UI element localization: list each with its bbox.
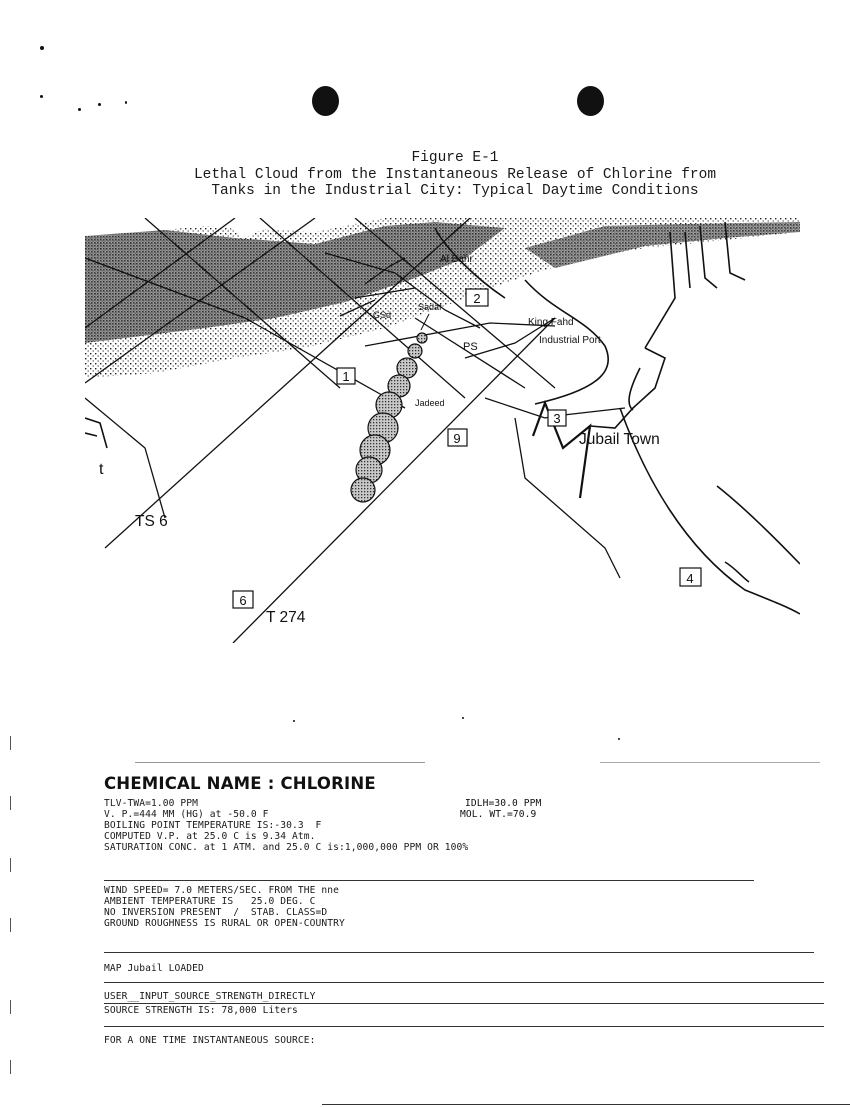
chemical-name-heading: CHEMICAL NAME : CHLORINE xyxy=(104,774,376,793)
computed-vp: COMPUTED V.P. at 25.0 C is 9.34 Atm. xyxy=(104,831,316,842)
label-al-bahr: Al Bahr xyxy=(440,254,473,265)
divider xyxy=(104,952,814,953)
scan-noise-line xyxy=(600,762,820,763)
ambient-temperature: AMBIENT TEMPERATURE IS 25.0 DEG. C xyxy=(104,896,316,907)
vapor-pressure: V. P.=444 MM (HG) at -50.0 F xyxy=(104,809,269,820)
scan-speck xyxy=(125,101,127,104)
idlh: IDLH=30.0 PPM xyxy=(465,798,542,809)
box-1-label: 1 xyxy=(342,369,350,384)
label-t274: T 274 xyxy=(266,609,306,626)
plume-circle xyxy=(408,344,422,358)
figure-label: Figure E-1 xyxy=(411,150,499,166)
margin-mark xyxy=(10,736,11,750)
margin-mark xyxy=(10,796,11,810)
figure-title-line2: Tanks in the Industrial City: Typical Daytime Conditions xyxy=(211,183,699,199)
label-sadaf: Sadaf xyxy=(418,302,442,312)
saturation-concentration: SATURATION CONC. at 1 ATM. and 25.0 C is:1,000,000 PPM OR 100% xyxy=(104,842,469,853)
box-4-label: 4 xyxy=(686,571,694,586)
box-9-label: 9 xyxy=(453,431,461,446)
ground-roughness: GROUND ROUGHNESS IS RURAL OR OPEN-COUNTRY xyxy=(104,918,345,929)
label-king-fahd: King Fahd xyxy=(528,317,574,328)
lethal-cloud-plume xyxy=(351,333,427,502)
scan-speck xyxy=(462,717,464,719)
scan-speck xyxy=(40,95,43,98)
wind-speed: WIND SPEED= 7.0 METERS/SEC. FROM THE nne xyxy=(104,885,340,896)
instantaneous-source: FOR A ONE TIME INSTANTANEOUS SOURCE: xyxy=(104,1035,316,1046)
label-ts6: TS 6 xyxy=(135,513,168,530)
label-industrial-port: Industrial Port xyxy=(539,335,601,346)
bottom-rule xyxy=(322,1104,850,1105)
chlorine-cloud-map xyxy=(85,218,800,643)
divider xyxy=(104,1003,824,1004)
user-input-source: USER__INPUT_SOURCE_STRENGTH_DIRECTLY xyxy=(104,991,316,1002)
scan-speck xyxy=(78,108,81,111)
figure-title-line1: Lethal Cloud from the Instantaneous Release of Chlorine from xyxy=(193,167,717,183)
scan-speck xyxy=(40,46,44,50)
plume-circle xyxy=(417,333,427,343)
box-6-label: 6 xyxy=(239,593,247,608)
tlv-twa: TLV-TWA=1.00 PPM xyxy=(104,798,199,809)
divider xyxy=(104,982,824,983)
label-jadeed: Jadeed xyxy=(415,398,445,408)
scan-speck xyxy=(98,103,101,106)
scan-speck xyxy=(293,720,295,722)
label-jubail-town: Jubail Town xyxy=(579,431,660,448)
map-loaded: MAP Jubail LOADED xyxy=(104,963,204,974)
scan-noise-line xyxy=(135,762,425,763)
margin-mark xyxy=(10,1000,11,1014)
inversion-stability: NO INVERSION PRESENT / STAB. CLASS=D xyxy=(104,907,328,918)
margin-mark xyxy=(10,858,11,872)
label-t: t xyxy=(99,461,104,478)
label-gsd: GSd xyxy=(373,310,392,320)
box-2-label: 2 xyxy=(473,291,481,306)
molecular-weight: MOL. WT.=70.9 xyxy=(460,809,537,820)
binder-hole-left xyxy=(312,86,339,116)
scan-speck xyxy=(618,738,620,740)
binder-hole-right xyxy=(577,86,604,116)
source-strength: SOURCE STRENGTH IS: 78,000 Liters xyxy=(104,1005,298,1016)
plume-circle xyxy=(351,478,375,502)
margin-mark xyxy=(10,918,11,932)
margin-mark xyxy=(10,1060,11,1074)
divider xyxy=(104,880,754,881)
boiling-point: BOILING POINT TEMPERATURE IS:-30.3 F xyxy=(104,820,322,831)
box-3-label: 3 xyxy=(553,411,561,426)
divider xyxy=(104,1026,824,1027)
label-ps: PS xyxy=(463,341,478,353)
